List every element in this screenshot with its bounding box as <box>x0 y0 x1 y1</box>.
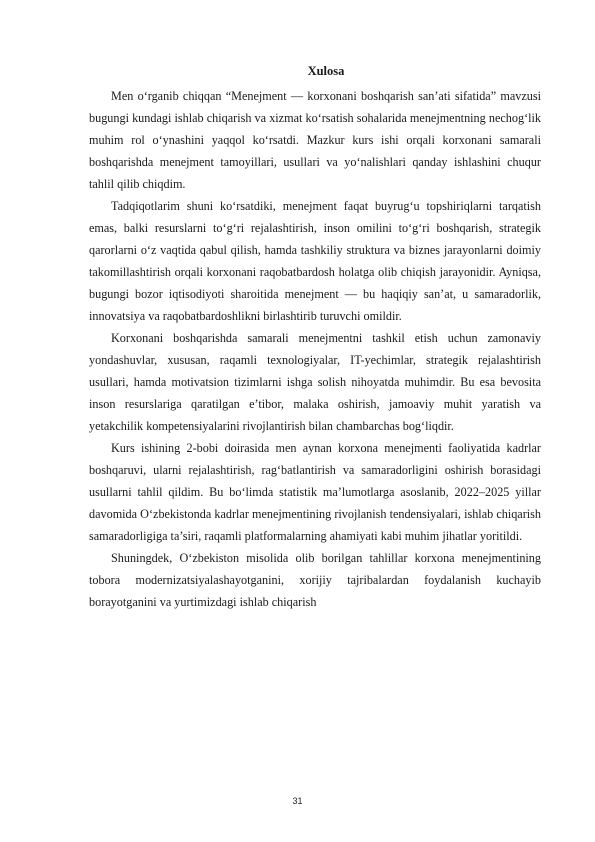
section-title: Xulosa <box>307 64 345 78</box>
paragraph-2: Tadqiqotlarim shuni ko‘rsatdiki, menejment faqat buyrug‘u topshiriqlarni tarqatish emas, balki resurslarni to‘g‘ri rejalashtirish, inson omilini to‘g‘ri boshqarish, strategik qarorlarni o‘z vaqtida qabul qilish, hamda tashkiliy struktura va biznes jarayonlarni doimiy takomillashtirish orqali korxonani raqobatbardosh holatga olib chiqish jarayonidir. Ayniqsa, bugungi bozor iqtisodiyoti sharoitida menejment — bu haqiqiy san’at, u samaradorlik, innovatsiya va raqobatbardoshlikni birlashtirib turuvchi omildir. <box>89 199 541 323</box>
paragraph-3: Korxonani boshqarishda samarali menejmentni tashkil etish uchun zamonaviy yondashuvlar, xususan, raqamli texnologiyalar, IT-yechimlar, strategik rejalashtirish usullari, hamda motivatsion tizimlarni ishga solish nihoyatda muhimdir. Bu esa bevosita inson resurslariga qaratilgan e’tibor, malaka oshirish, jamoaviy muhit yaratish va yetakchilik kompetensiyalarini rivojlantirish bilan chambarchas bog‘liqdir. <box>89 331 541 433</box>
paragraph-1: Men o‘rganib chiqqan “Menejment — korxonani boshqarish san’ati sifatida” mavzusi bugungi kundagi ishlab chiqarish va xizmat ko‘rsatish sohalarida menejmentning nechog‘lik muhim rol o‘ynashini yaqqol ko‘rsatdi. Mazkur kurs ishi orqali korxonani samarali boshqarishda menejment tamoyillari, usullari va yo‘nalishlari qanday ishlashini chuqur tahlil qilib chiqdim. <box>89 89 541 191</box>
paragraph-4: Kurs ishining 2-bobi doirasida men aynan korxona menejmenti faoliyatida kadrlar boshqaruvi, ularni rejalashtirish, rag‘batlantirish va samaradorligini oshirish borasidagi usullarni tahlil qildim. Bu bo‘limda statistik ma’lumotlarga asoslanib, 2022–2025 yillar davomida O‘zbekistonda kadrlar menejmentining rivojlanish tendensiyalari, ishlab chiqarish samaradorligiga ta’siri, raqamli platformalarning ahamiyati kabi muhim jihatlar yoritildi. <box>89 441 541 543</box>
document-page <box>89 63 541 613</box>
page-number: 31 <box>292 796 303 806</box>
paragraph-5: Shuningdek, O‘zbekiston misolida olib borilgan tahlillar korxona menejmentining tobora modernizatsiyalashayotganini, xorijiy tajribalardan foydalanish kuchayib borayotganini va yurtimizdagi ishlab chiqarish <box>89 551 541 609</box>
